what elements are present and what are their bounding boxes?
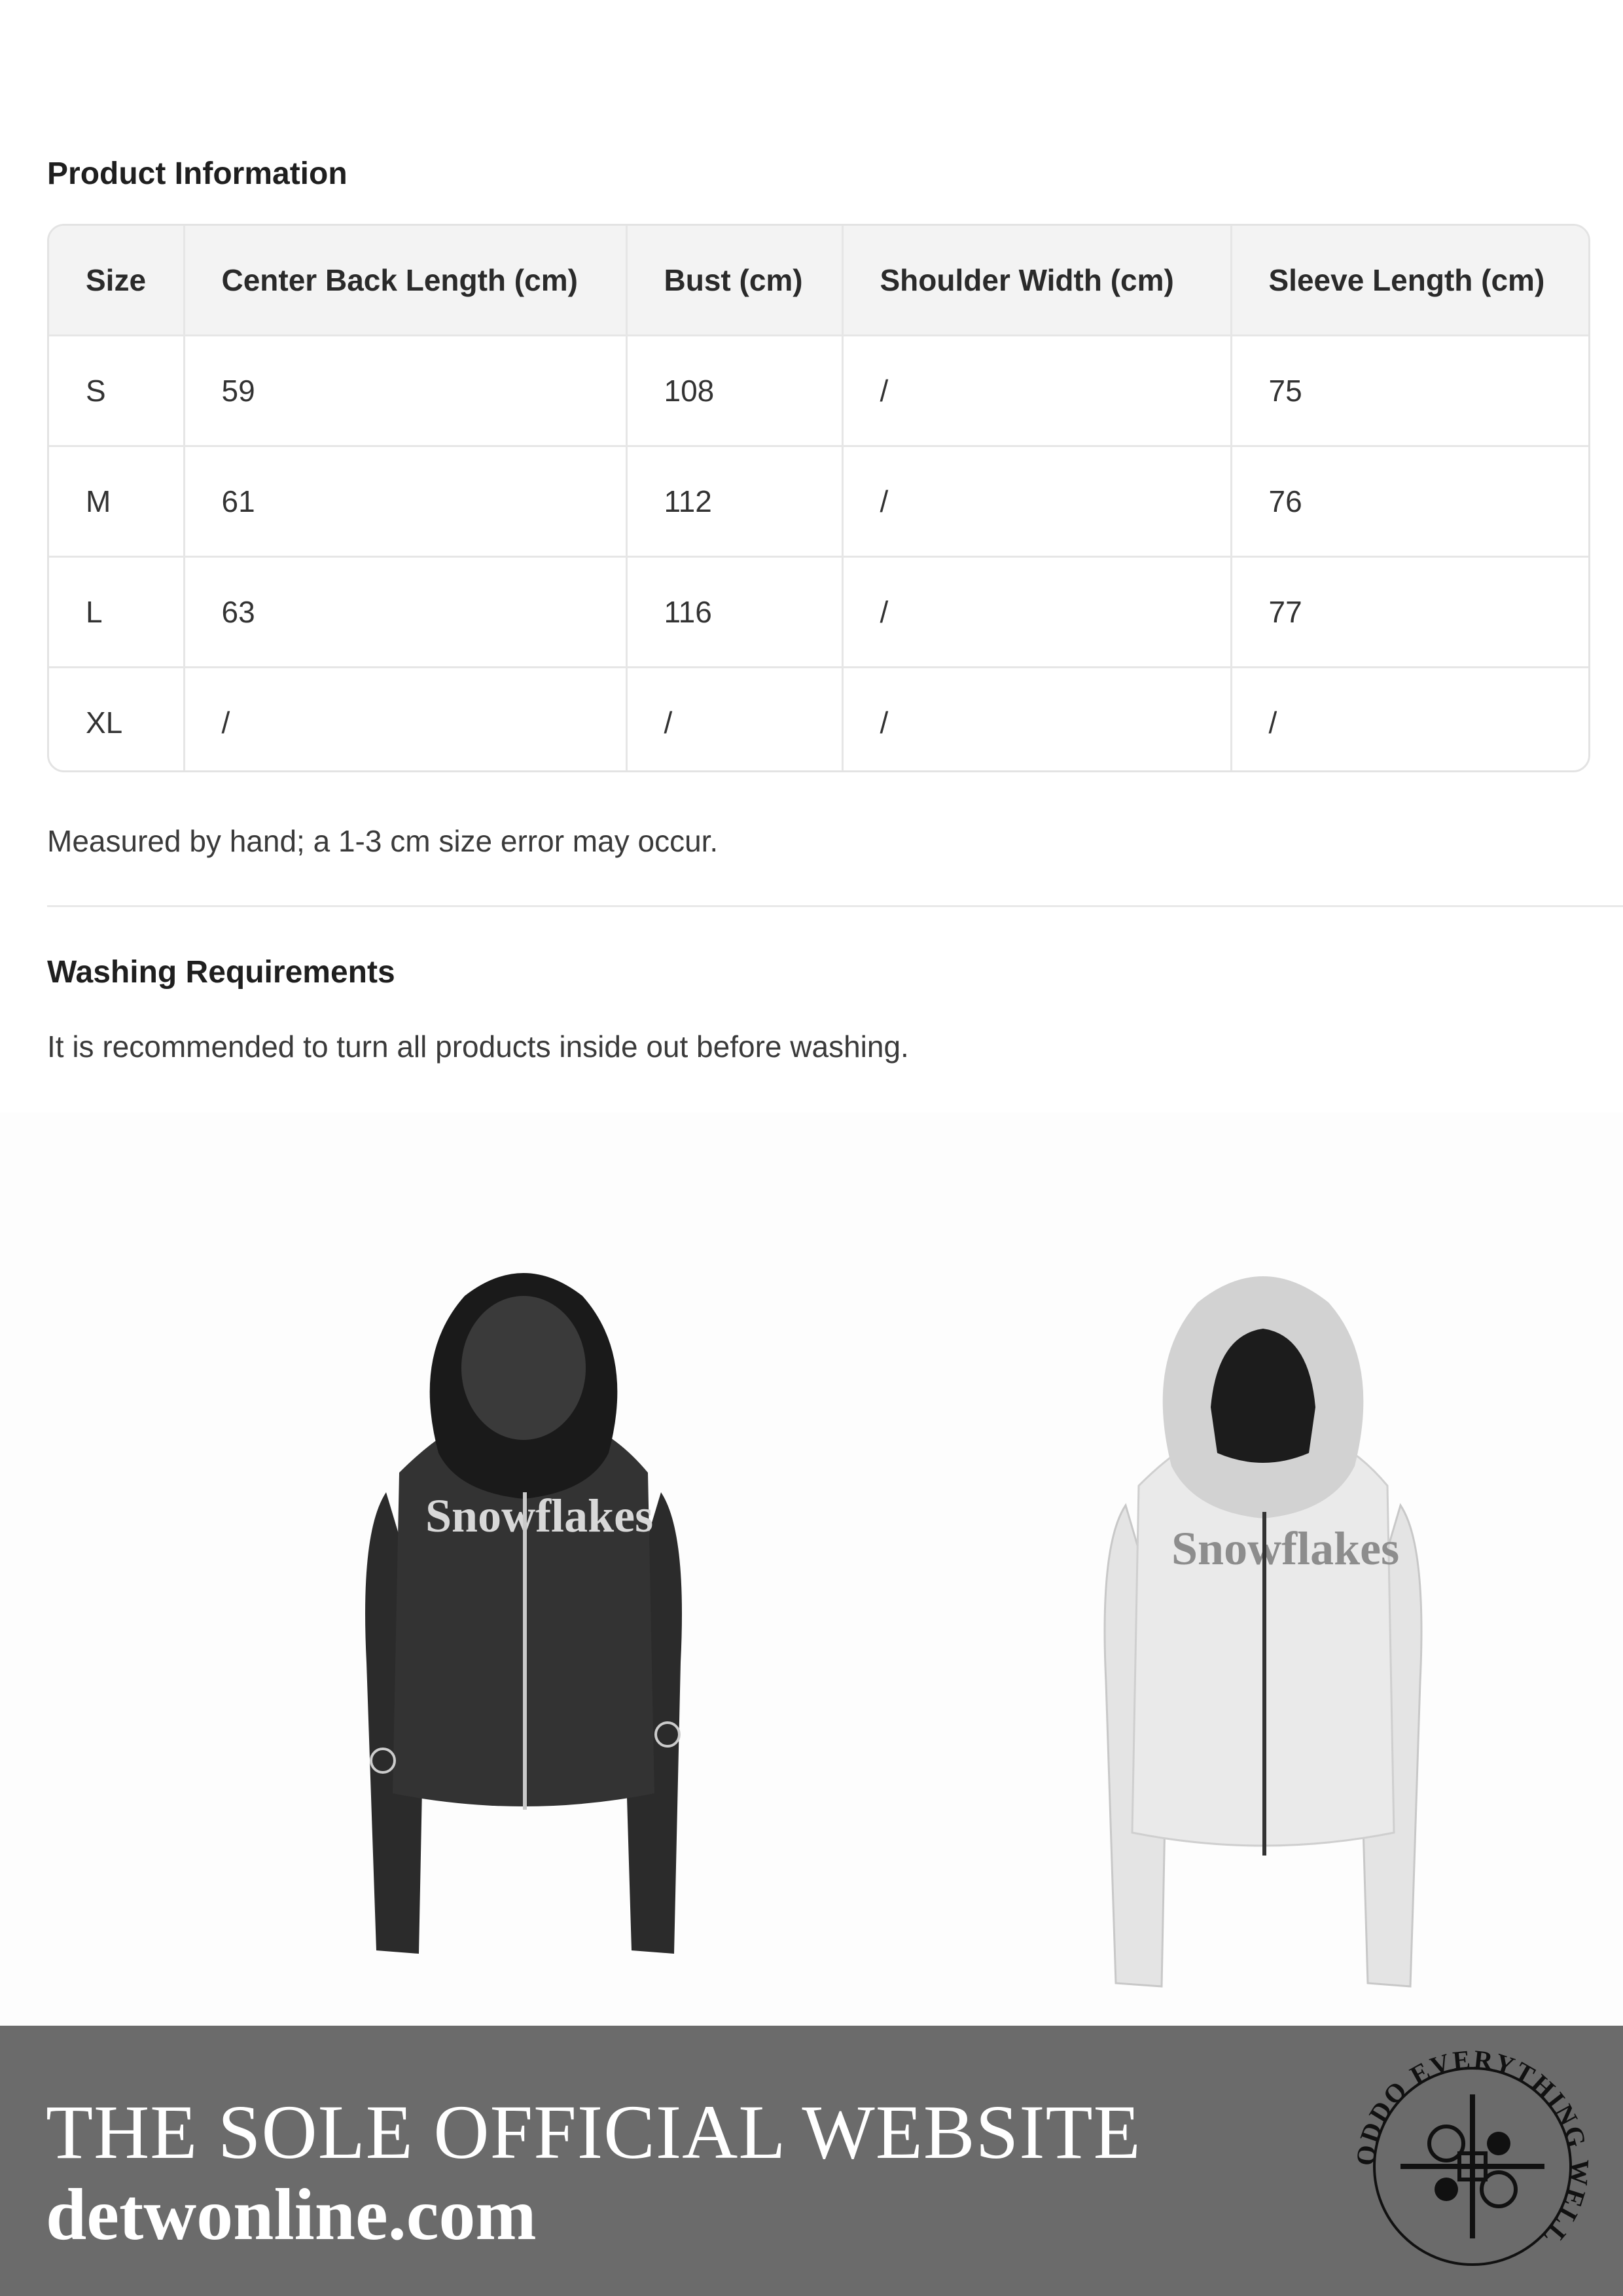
size-table: [47, 224, 1590, 772]
table-cell: /: [842, 336, 1231, 446]
white-jacket-image: [1080, 1257, 1446, 1996]
column-header-bust: Bust (cm): [626, 226, 842, 336]
jacket-print-text: Snowflakes: [1171, 1522, 1400, 1575]
product-information-heading: Product Information: [47, 156, 348, 191]
column-header-center-back-length: Center Back Length (cm): [184, 226, 626, 336]
table-cell: /: [626, 668, 842, 773]
brand-seal-icon: [1335, 2045, 1610, 2287]
table-cell: S: [49, 336, 184, 446]
column-header-size: Size: [49, 226, 184, 336]
table-cell: L: [49, 557, 184, 668]
table-row: [49, 668, 1590, 773]
table-cell: /: [842, 668, 1231, 773]
table-row: [49, 336, 1590, 446]
washing-instructions: It is recommended to turn all products inside out before washing.: [47, 1030, 909, 1064]
table-cell: 63: [184, 557, 626, 668]
official-website-text: THE SOLE OFFICIAL WEBSITE: [46, 2089, 1141, 2175]
table-cell: 75: [1231, 336, 1590, 446]
table-cell: /: [184, 668, 626, 773]
table-cell: 76: [1231, 446, 1590, 557]
table-cell: 61: [184, 446, 626, 557]
table-cell: M: [49, 446, 184, 557]
table-cell: 116: [626, 557, 842, 668]
washing-requirements-heading: Washing Requirements: [47, 955, 395, 990]
column-header-shoulder-width: Shoulder Width (cm): [842, 226, 1231, 336]
jacket-print-text: Snowflakes: [425, 1490, 654, 1542]
table-cell: /: [842, 557, 1231, 668]
column-header-sleeve-length: Sleeve Length (cm): [1231, 226, 1590, 336]
black-jacket-image: [340, 1257, 707, 1964]
table-cell: 59: [184, 336, 626, 446]
table-cell: 77: [1231, 557, 1590, 668]
table-row: [49, 557, 1590, 668]
section-divider: [47, 905, 1623, 907]
table-cell: XL: [49, 668, 184, 773]
table-row: [49, 446, 1590, 557]
measurement-note: Measured by hand; a 1-3 cm size error may occur.: [47, 824, 719, 858]
website-url: detwonline.com: [46, 2174, 537, 2255]
table-cell: 112: [626, 446, 842, 557]
table-cell: /: [1268, 706, 1277, 740]
size-table-header-row: [49, 226, 1590, 336]
product-photos: [0, 1113, 1623, 2026]
footer-banner: [0, 2026, 1623, 2296]
table-cell: /: [842, 446, 1231, 557]
table-cell: 108: [626, 336, 842, 446]
seal-text: ODDO EVERYTHING WELL: [1350, 2045, 1596, 2253]
